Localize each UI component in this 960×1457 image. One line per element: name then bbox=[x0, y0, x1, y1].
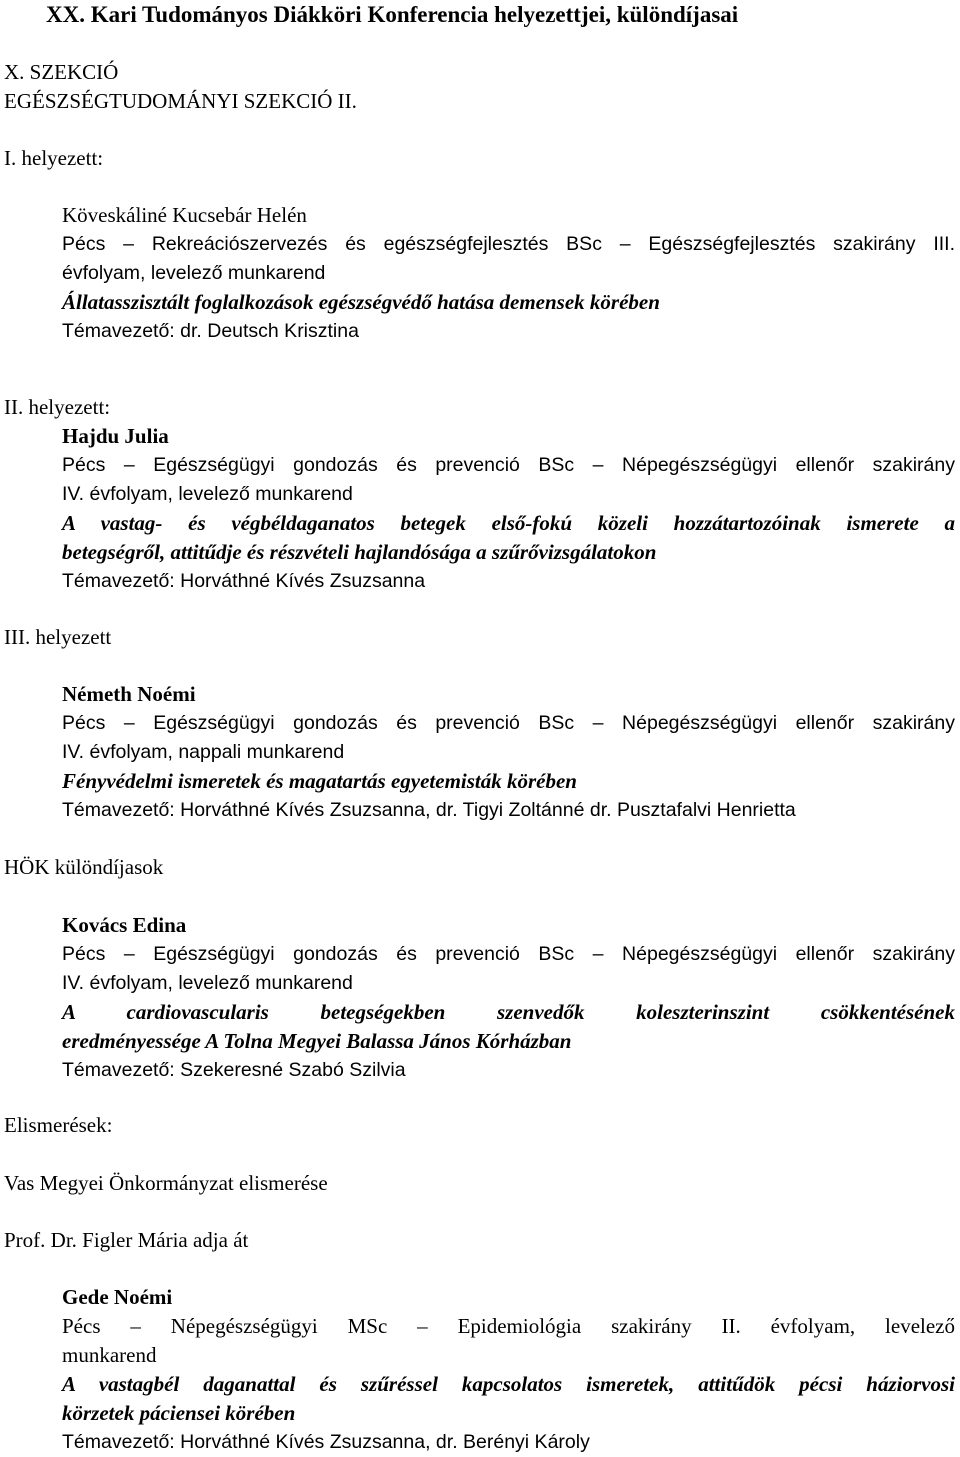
recognition-supervisor: Témavezető: Horváthné Kívés Zsuzsanna, dr. Berényi Károly bbox=[62, 1431, 590, 1453]
place-3-entry bbox=[62, 680, 955, 825]
place-1-entry bbox=[62, 201, 955, 346]
place-3-supervisor: Témavezető: Horváthné Kívés Zsuzsanna, dr. Tigyi Zoltánné dr. Pusztafalvi Henrietta bbox=[62, 799, 796, 821]
place-1-label: I. helyezett: bbox=[4, 146, 104, 170]
hok-title-cont: eredményessége A Tolna Megyei Balassa János Kórházban bbox=[62, 1029, 572, 1053]
place-3-label: III. helyezett bbox=[4, 625, 112, 649]
place-2-program-cont: IV. évfolyam, levelező munkarend bbox=[62, 483, 353, 505]
place-2-name: Hajdu Julia bbox=[62, 424, 169, 448]
place-2-title-cont: betegségről, attitűdje és részvételi hajlandósága a szűrővizsgálatokon bbox=[62, 540, 657, 564]
place-2-label: II. helyezett: bbox=[4, 395, 111, 419]
recognitions-heading: Elismerések: bbox=[4, 1113, 113, 1137]
place-3-name: Németh Noémi bbox=[62, 682, 196, 706]
recognition-title: A vastagbél daganattal és szűréssel kapcsolatos ismeretek, attitűdök pécsi háziorvosi bbox=[62, 1372, 955, 1396]
place-1-supervisor: Témavezető: dr. Deutsch Krisztina bbox=[62, 320, 359, 342]
place-1-title: Állatasszisztált foglalkozások egészségvédő hatása demensek körében bbox=[62, 290, 660, 314]
hok-program-cont: IV. évfolyam, levelező munkarend bbox=[62, 972, 353, 994]
place-3-title: Fényvédelmi ismeretek és magatartás egyetemisták körében bbox=[62, 769, 577, 793]
place-2-supervisor: Témavezető: Horváthné Kívés Zsuzsanna bbox=[62, 570, 426, 592]
document-title: XX. Kari Tudományos Diákköri Konferencia helyezettjei, különdíjasai bbox=[46, 2, 739, 27]
hok-entry bbox=[62, 911, 955, 1085]
section-number: X. SZEKCIÓ bbox=[4, 60, 119, 84]
hok-program: Pécs – Egészségügyi gondozás és prevenció BSc – Népegészségügyi ellenőr szakirány bbox=[62, 943, 955, 965]
hok-name: Kovács Edina bbox=[62, 913, 187, 937]
hok-heading: HÖK különdíjasok bbox=[4, 855, 164, 879]
recognitions-presenter: Prof. Dr. Figler Mária adja át bbox=[4, 1228, 249, 1252]
recognition-entry bbox=[62, 1283, 955, 1457]
place-1-program: Pécs – Rekreációszervezés és egészségfejlesztés BSc – Egészségfejlesztés szakirány III. bbox=[62, 233, 955, 255]
recognition-program-cont: munkarend bbox=[62, 1343, 157, 1367]
hok-title: A cardiovascularis betegségekben szenvedők koleszterinszint csökkentésének bbox=[62, 1000, 955, 1024]
recognitions-org: Vas Megyei Önkormányzat elismerése bbox=[4, 1171, 328, 1195]
place-1-name: Köveskáliné Kucsebár Helén bbox=[62, 203, 307, 227]
place-2-program: Pécs – Egészségügyi gondozás és prevenció BSc – Népegészségügyi ellenőr szakirány bbox=[62, 454, 955, 476]
place-3-program-cont: IV. évfolyam, nappali munkarend bbox=[62, 741, 345, 763]
recognition-name: Gede Noémi bbox=[62, 1285, 173, 1309]
place-1-program-cont: évfolyam, levelező munkarend bbox=[62, 262, 326, 284]
place-3-program: Pécs – Egészségügyi gondozás és prevenció BSc – Népegészségügyi ellenőr szakirány bbox=[62, 712, 955, 734]
recognition-title-cont: körzetek páciensei körében bbox=[62, 1401, 296, 1425]
hok-supervisor: Témavezető: Szekeresné Szabó Szilvia bbox=[62, 1059, 406, 1081]
recognition-program: Pécs – Népegészségügyi MSc – Epidemiológia szakirány II. évfolyam, levelező bbox=[62, 1314, 955, 1338]
place-2-entry bbox=[62, 422, 955, 596]
section-name: EGÉSZSÉGTUDOMÁNYI SZEKCIÓ II. bbox=[4, 89, 357, 113]
place-2-title: A vastag- és végbéldaganatos betegek első-fokú közeli hozzátartozóinak ismerete a bbox=[62, 511, 955, 535]
